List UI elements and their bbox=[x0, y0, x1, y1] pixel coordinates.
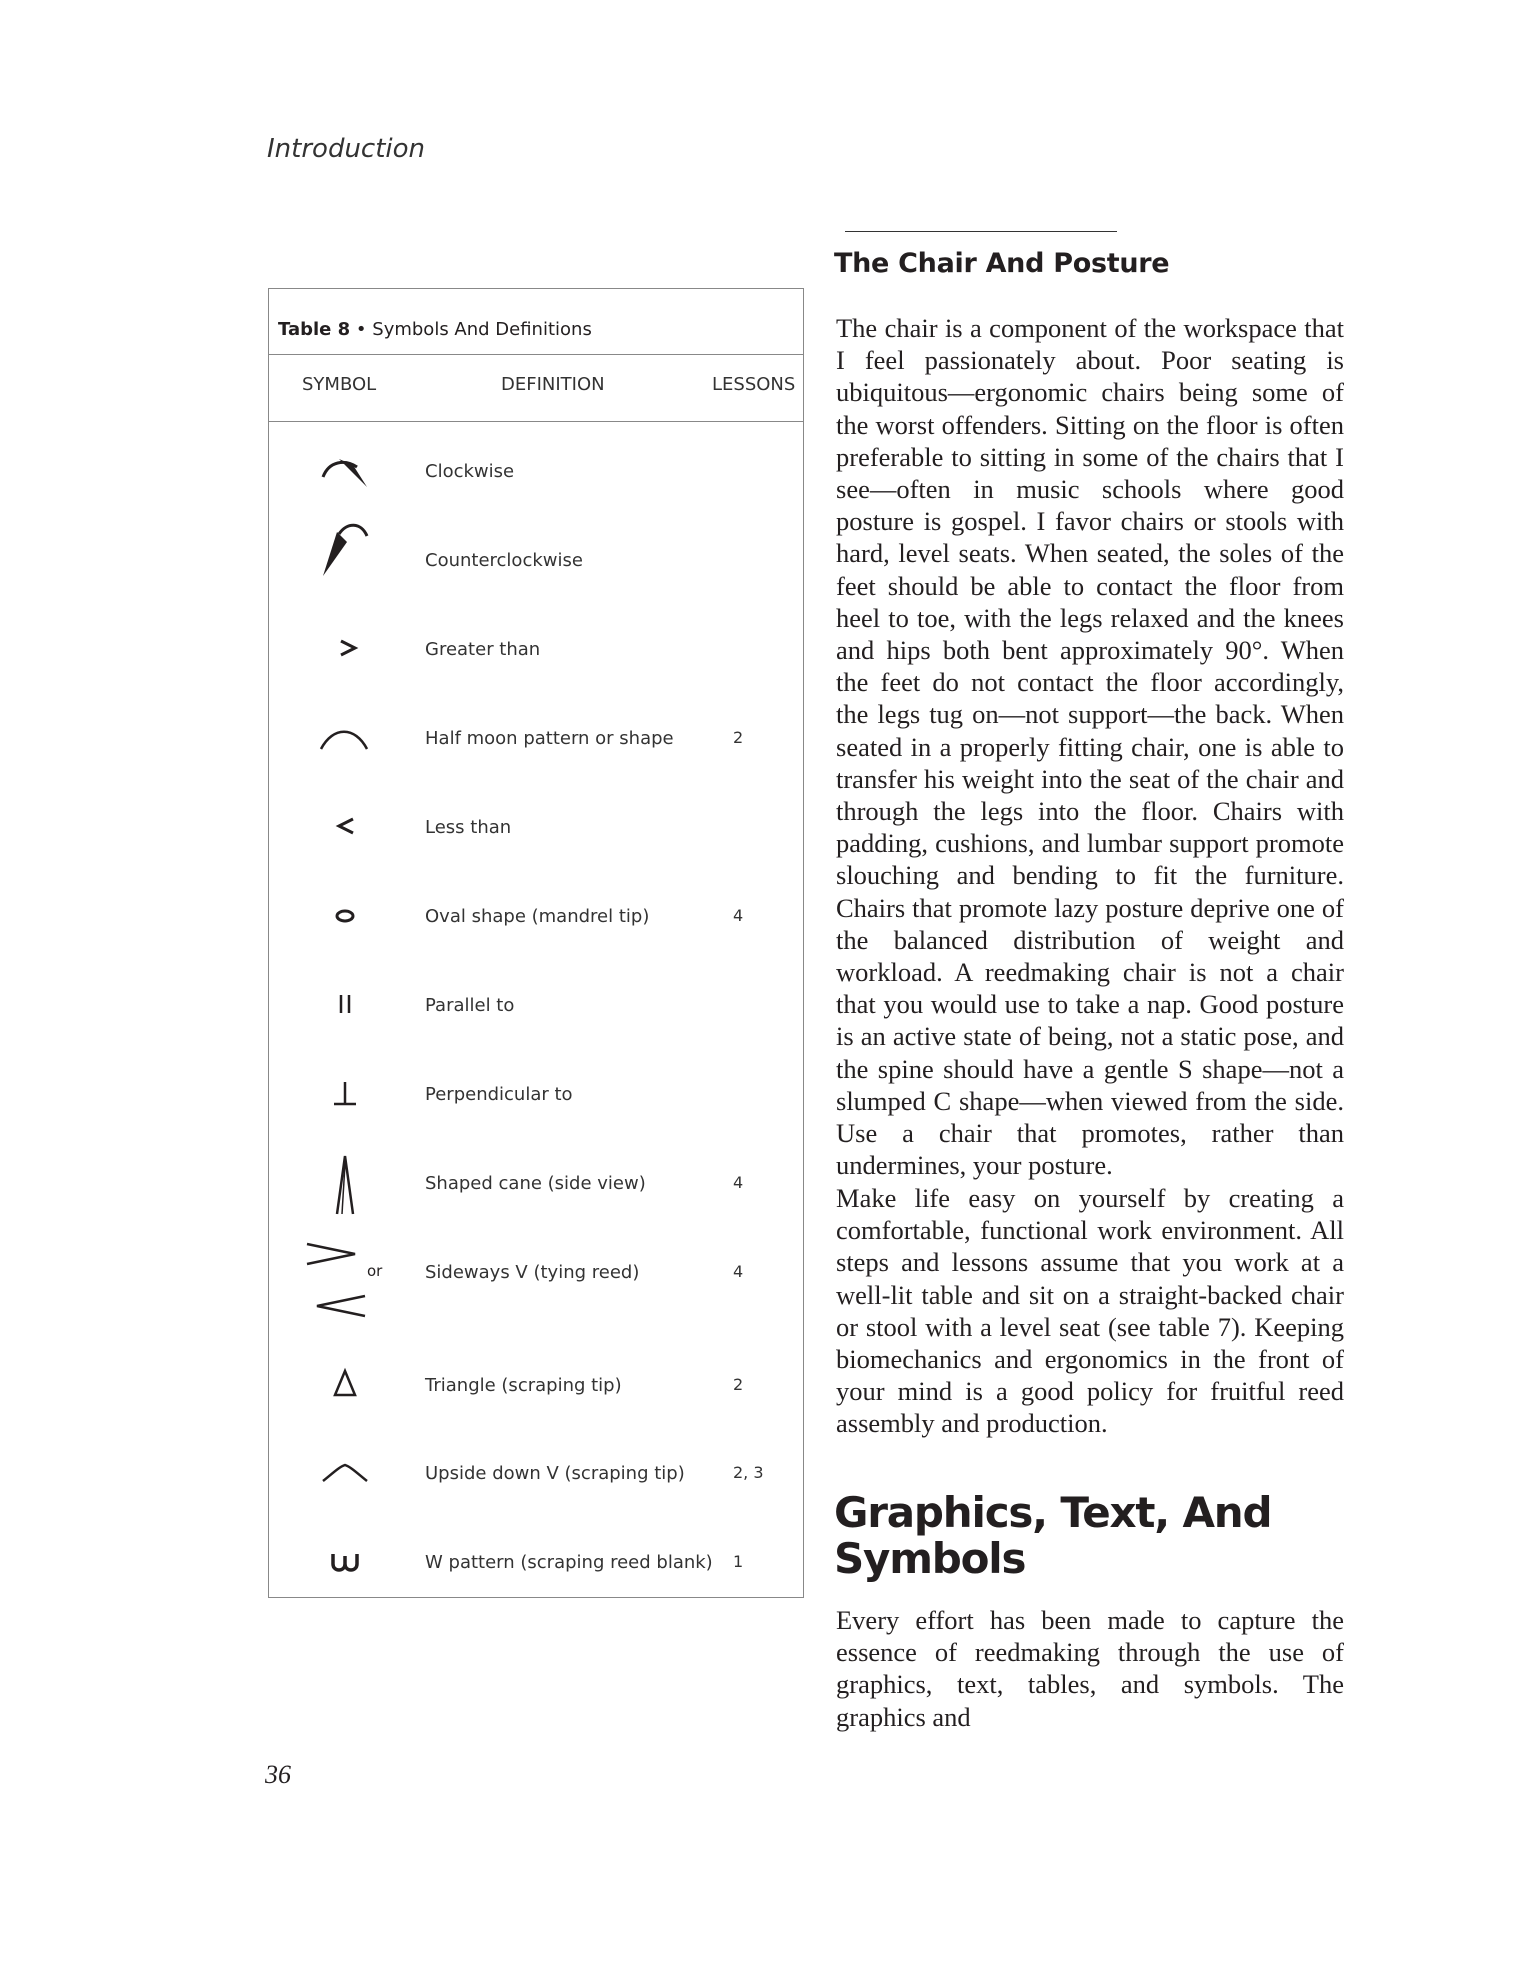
lessons-cell: 4 bbox=[733, 1173, 744, 1192]
symbols-table bbox=[268, 288, 804, 1598]
definition-cell: Upside down V (scraping tip) bbox=[425, 1463, 685, 1484]
parallel-icon bbox=[309, 971, 379, 1041]
caption-divider bbox=[269, 354, 803, 355]
table-row bbox=[269, 1149, 803, 1237]
table-row bbox=[269, 1528, 803, 1616]
greater-than-icon bbox=[309, 615, 379, 685]
lessons-cell: 4 bbox=[733, 1262, 744, 1281]
definition-cell: Half moon pattern or shape bbox=[425, 728, 674, 749]
paragraph-chair-2: Make life easy on yourself by creating a comfortable, functional work environment. All steps and lessons assume that you work at a well-lit table and sit on a straight-backed chair or stool with a level seat (see table 7). Keeping biomechanics and ergonomics in the front of your mind is a good policy for fruitful reed assembly and production. bbox=[836, 1183, 1344, 1439]
definition-cell: Greater than bbox=[425, 639, 541, 660]
upside-down-v-icon bbox=[309, 1439, 379, 1509]
section-heading-graphics: Graphics, Text, And Symbols bbox=[834, 1488, 1272, 1583]
shaped-cane-icon bbox=[309, 1139, 379, 1219]
paragraph-chair-1: The chair is a component of the workspace that I feel passionately about. Poor seating is ubiquitous—ergonomic chairs being some of the worst offenders. Sitting on the floor is often preferable to sitting in some of the chairs that I see—often in music schools where good posture is gospel. I favor chairs or stools with hard, level seats. When seated, the soles of the feet should be able to contact the floor from heel to toe, with the legs relaxed and the knees and hips both bent approximately 90°. When the feet do not contact the floor accordingly, the legs tug on—not support—the back. When seated in a properly fitting chair, one is able to transfer his weight into the seat of the chair and through the legs into the floor. Chairs with padding, cushions, and lumbar support promote slouching and bending to fit the furniture. Chairs that promote lazy posture deprive one of the balanced distribution of weight and workload. A reedmaking chair is not a chair that you would use to take a nap. Good posture is an active state of being, not a static pose, and the spine should have a gentle S shape—not a slumped C shape—when viewed from the side. Use a chair that promotes, rather than undermines, your posture. bbox=[836, 313, 1344, 1181]
lessons-cell: 4 bbox=[733, 906, 744, 925]
table-row bbox=[269, 615, 803, 703]
definition-cell: Counterclockwise bbox=[425, 550, 583, 571]
w-pattern-icon bbox=[309, 1528, 379, 1598]
half-moon-icon bbox=[309, 704, 379, 774]
table-row bbox=[269, 1060, 803, 1148]
table-row bbox=[269, 1238, 803, 1348]
section-heading-chair: The Chair And Posture bbox=[834, 248, 1170, 279]
header-lessons: LESSONS bbox=[712, 374, 796, 395]
table-row bbox=[269, 704, 803, 792]
header-definition: DEFINITION bbox=[501, 374, 605, 395]
definition-cell: Sideways V (tying reed) bbox=[425, 1262, 640, 1283]
definition-cell: Shaped cane (side view) bbox=[425, 1173, 646, 1194]
triangle-icon bbox=[309, 1351, 379, 1421]
definition-cell: Perpendicular to bbox=[425, 1084, 573, 1105]
table-row bbox=[269, 526, 803, 614]
table-title: Symbols And Definitions bbox=[372, 319, 592, 340]
definition-cell: W pattern (scraping reed blank) bbox=[425, 1552, 713, 1573]
table-row bbox=[269, 793, 803, 881]
lessons-cell: 1 bbox=[733, 1552, 744, 1571]
table-row bbox=[269, 437, 803, 525]
or-label: or bbox=[367, 1262, 383, 1280]
table-row bbox=[269, 1351, 803, 1439]
less-than-icon bbox=[309, 793, 379, 863]
header-divider bbox=[269, 421, 803, 422]
table-row bbox=[269, 1439, 803, 1527]
definition-cell: Oval shape (mandrel tip) bbox=[425, 906, 650, 927]
caption-separator: • bbox=[355, 319, 367, 340]
table-row bbox=[269, 882, 803, 970]
table-row bbox=[269, 971, 803, 1059]
clockwise-arrow-icon bbox=[309, 437, 379, 507]
sideways-v-icon bbox=[305, 1236, 385, 1346]
table-label: Table 8 bbox=[278, 319, 351, 340]
header-symbol: SYMBOL bbox=[302, 374, 377, 395]
running-head: Introduction bbox=[267, 134, 426, 164]
lessons-cell: 2 bbox=[733, 1375, 744, 1394]
page-number: 36 bbox=[265, 1760, 291, 1789]
definition-cell: Less than bbox=[425, 817, 512, 838]
oval-icon bbox=[309, 882, 379, 952]
definition-cell: Triangle (scraping tip) bbox=[425, 1375, 622, 1396]
table-caption bbox=[278, 319, 592, 340]
definition-cell: Clockwise bbox=[425, 461, 515, 482]
paragraph-graphics: Every effort has been made to capture the essence of reedmaking through the use of graphics, text, tables, and symbols. The graphics and bbox=[836, 1605, 1344, 1732]
counterclockwise-arrow-icon bbox=[309, 516, 379, 586]
lessons-cell: 2 bbox=[733, 728, 744, 747]
section-rule bbox=[845, 231, 1117, 232]
definition-cell: Parallel to bbox=[425, 995, 515, 1016]
perpendicular-icon bbox=[309, 1060, 379, 1130]
lessons-cell: 2, 3 bbox=[733, 1463, 764, 1482]
